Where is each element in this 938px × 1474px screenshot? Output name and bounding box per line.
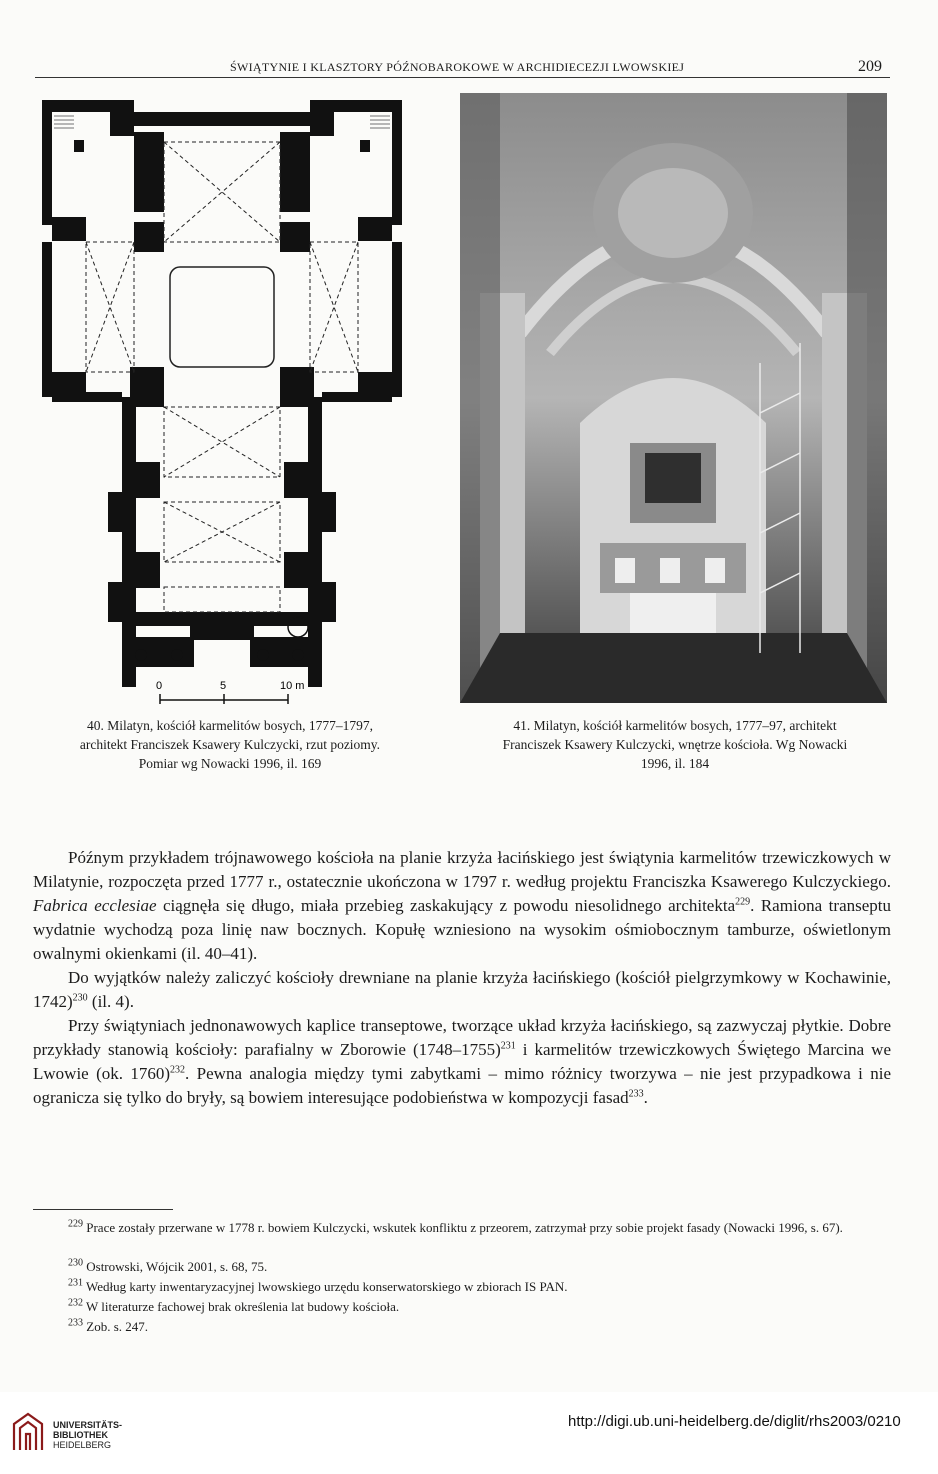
library-name-line: BIBLIOTHEK	[53, 1430, 108, 1440]
footnote-230	[33, 1258, 893, 1276]
figure-41-caption	[462, 716, 888, 773]
text-run: (il. 4).	[87, 992, 134, 1011]
footer-bar	[0, 1392, 938, 1474]
caption-line: Franciszek Ksawery Kulczycki, wnętrze kościoła. Wg Nowacki	[502, 737, 848, 752]
footnote-text: W literaturze fachowej brak określenia lat budowy kościoła.	[83, 1299, 400, 1314]
library-name-line: UNIVERSITÄTS-	[53, 1420, 123, 1430]
scale-label-0: 0	[156, 680, 163, 692]
footnote-text: Według karty inwentaryzacyjnej lwowskiego urzędu konserwatorskiego w zbiorach IS PAN.	[83, 1279, 568, 1294]
footnote-229	[33, 1219, 893, 1237]
page-number: 209	[858, 58, 882, 75]
caption-line: 40. Milatyn, kościół karmelitów bosych, 1777–1797,	[86, 718, 374, 733]
source-url-link[interactable]: http://digi.ub.uni-heidelberg.de/diglit/rhs2003/0210	[568, 1413, 901, 1430]
footnote-rule	[33, 1209, 173, 1210]
caption-line: 41. Milatyn, kościół karmelitów bosych, 1777–97, architekt	[513, 718, 837, 733]
footnote-233	[33, 1318, 893, 1336]
text-run: .	[643, 1088, 648, 1107]
footnote-number: 230	[68, 1257, 83, 1269]
figure-40-caption	[30, 716, 430, 773]
church-interior-photo	[460, 93, 887, 703]
text-run: Do wyjątków należy zaliczyć kościoły drewniane na planie krzyża łacińskiego (kościół pielgrzymkowy w Kochawinie, 1742)	[33, 968, 891, 1011]
scale-label-10m: 10 m	[280, 680, 305, 692]
footnote-number: 233	[68, 1317, 83, 1329]
footnote-232	[33, 1298, 893, 1316]
caption-line: architekt Franciszek Ksawery Kulczycki, rzut poziomy.	[79, 737, 381, 752]
body-paragraph-3	[33, 1014, 891, 1110]
footnote-ref[interactable]: 230	[72, 992, 88, 1004]
text-run: ciągnęła się długo, miała przebieg zaskakujący z powodu niesolidnego architekta	[156, 896, 736, 915]
library-name	[53, 1420, 122, 1450]
footnote-number: 231	[68, 1277, 83, 1289]
footnote-text: Prace zostały przerwane w 1778 r. bowiem Kulczycki, wskutek konfliktu z przeorem, zatrzymał przy sobie projekt fasady (Nowacki 1996, s. 67).	[83, 1220, 843, 1235]
caption-line: Pomiar wg Nowacki 1996, il. 169	[138, 756, 322, 771]
header-rule	[35, 77, 890, 78]
text-run: Przy świątyniach jednonawowych kaplice transeptowe, tworzące układ krzyża łacińskiego, są zazwyczaj płytkie. Dobre przykłady stanowią kościoły: parafialny w Zborowie (1748–1755)	[33, 1016, 891, 1059]
footnote-ref[interactable]: 229	[735, 896, 751, 908]
body-paragraph-1	[33, 846, 891, 966]
footnote-text: Zob. s. 247.	[83, 1319, 148, 1334]
footnote-number: 232	[68, 1297, 83, 1309]
caption-line: 1996, il. 184	[640, 756, 710, 771]
italic-run: Fabrica ecclesiae	[33, 896, 157, 915]
text-run: . Ramiona transeptu wydatnie wychodzą poza linię naw bocznych. Kopułę wzniesiono na wysokim ośmiobocznym tamburze, oświetlonym owalnymi okienkami (il. 40–41).	[33, 896, 891, 963]
scale-label-5: 5	[220, 680, 227, 692]
running-title: ŚWIĄTYNIE I KLASZTORY PÓŹNOBAROKOWE W ARCHIDIECEZJI LWOWSKIEJ	[230, 60, 685, 74]
footnote-number: 229	[68, 1218, 83, 1230]
footnote-ref[interactable]: 232	[170, 1064, 186, 1076]
library-name-line: HEIDELBERG	[53, 1440, 112, 1450]
library-logo-icon	[10, 1410, 46, 1452]
text-run: i karmelitów trzewiczkowych Świętego Marcina we Lwowie (ok. 1760)	[33, 1040, 891, 1083]
footnote-231	[33, 1278, 893, 1296]
footnote-text: Ostrowski, Wójcik 2001, s. 68, 75.	[83, 1259, 268, 1274]
text-run: . Pewna analogia między tymi zabytkami – mimo różnicy tworzywa – nie jest przypadkowa i nie ogranicza się tylko do bryły, są bowiem interesujące podobieństwa w kompozycji fasad	[33, 1064, 891, 1107]
body-paragraph-2	[33, 966, 891, 1014]
footnote-ref[interactable]: 233	[628, 1088, 644, 1100]
floor-plan-figure	[30, 92, 414, 712]
church-interior-illustration	[460, 93, 887, 703]
footnote-ref[interactable]: 231	[500, 1040, 516, 1052]
text-run: Późnym przykładem trójnawowego kościoła na planie krzyża łacińskiego jest świątynia karmelitów trzewiczkowych w Milatynie, rozpoczęta przed 1777 r., ostatecznie ukończona w 1797 r. według projektu Franciszka Ksawerego Kulczyckiego.	[33, 848, 891, 891]
